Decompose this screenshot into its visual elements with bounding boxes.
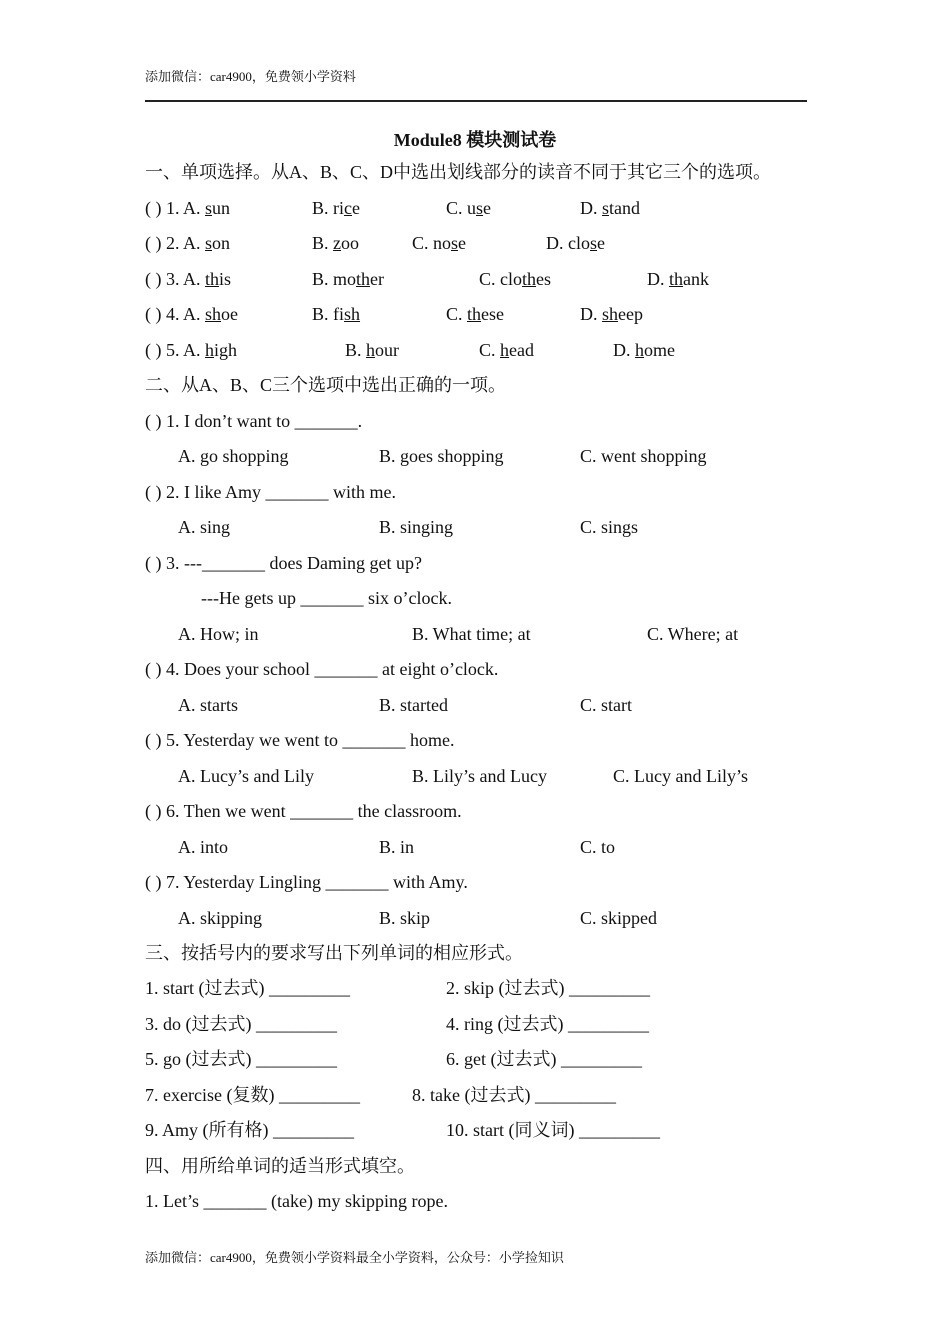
s2-q3-option-c: C. Where; at <box>647 624 739 644</box>
s2-q4-stem: ( ) 4. Does your school _______ at eight o’clock. <box>145 659 499 679</box>
s3-item: 1. start (过去式) _________ <box>145 978 350 998</box>
s2-q7-option-b: B. skip <box>379 908 431 928</box>
s1-q2-option-b: B. zoo <box>312 233 360 253</box>
s2-q7-stem: ( ) 7. Yesterday Lingling _______ with Amy. <box>145 872 468 892</box>
s1-q4-option-a: ( ) 4. A. shoe <box>145 304 239 324</box>
s2-q5-stem: ( ) 5. Yesterday we went to _______ home. <box>145 730 455 750</box>
s1-q1-option-a: ( ) 1. A. sun <box>145 198 231 218</box>
s2-q4-option-a: A. starts <box>178 695 238 715</box>
s2-q5-option-b: B. Lily’s and Lucy <box>412 766 547 786</box>
s1-q5-option-a: ( ) 5. A. high <box>145 340 238 360</box>
s1-q5-option-b: B. hour <box>345 340 400 360</box>
s2-q5-option-a: A. Lucy’s and Lily <box>178 766 314 786</box>
s2-q2-stem: ( ) 2. I like Amy _______ with me. <box>145 482 396 502</box>
page-header: 添加微信：car4900，免费领小学资料 <box>145 69 356 84</box>
s1-q3-option-c: C. clothes <box>479 269 552 289</box>
header-divider <box>145 100 807 102</box>
s2-q3-option-b: B. What time; at <box>412 624 531 644</box>
s2-q6-option-c: C. to <box>580 837 616 857</box>
section-1-heading: 一、单项选择。从A、B、C、D中选出划线部分的读音不同于其它三个的选项。 <box>145 162 772 182</box>
s2-q6-stem: ( ) 6. Then we went _______ the classroom. <box>145 801 462 821</box>
s2-q3-stem: ( ) 3. ---_______ does Daming get up? <box>145 553 422 573</box>
s2-q1-option-a: A. go shopping <box>178 446 289 466</box>
s1-q5-option-c: C. head <box>479 340 534 360</box>
section-3-heading: 三、按括号内的要求写出下列单词的相应形式。 <box>145 943 523 963</box>
s2-q7-option-c: C. skipped <box>580 908 658 928</box>
s3-item: 10. start (同义词) _________ <box>446 1120 660 1140</box>
s2-q4-option-b: B. started <box>379 695 448 715</box>
s1-q2-option-a: ( ) 2. A. son <box>145 233 231 253</box>
s2-q5-option-c: C. Lucy and Lily’s <box>613 766 748 786</box>
s3-item: 7. exercise (复数) _________ <box>145 1085 360 1105</box>
s3-item: 4. ring (过去式) _________ <box>446 1014 649 1034</box>
s2-q2-option-b: B. singing <box>379 517 454 537</box>
s1-q1-option-b: B. rice <box>312 198 361 218</box>
s1-q1-option-c: C. use <box>446 198 492 218</box>
s1-q4-option-c: C. these <box>446 304 505 324</box>
s3-item: 9. Amy (所有格) _________ <box>145 1120 354 1140</box>
s1-q1-option-d: D. stand <box>580 198 641 218</box>
s1-q3-option-d: D. thank <box>647 269 710 289</box>
s1-q5-option-d: D. home <box>613 340 675 360</box>
s1-q3-option-a: ( ) 3. A. this <box>145 269 232 289</box>
page-footer: 添加微信：car4900，免费领小学资料最全小学资料，公众号：小学捡知识 <box>145 1250 564 1265</box>
s3-item: 8. take (过去式) _________ <box>412 1085 616 1105</box>
s1-q4-option-d: D. sheep <box>580 304 643 324</box>
s3-item: 6. get (过去式) _________ <box>446 1049 642 1069</box>
s2-q6-option-a: A. into <box>178 837 229 857</box>
section-2-heading: 二、从A、B、C三个选项中选出正确的一项。 <box>145 375 507 395</box>
s2-q1-option-c: C. went shopping <box>580 446 707 466</box>
s2-q1-stem: ( ) 1. I don’t want to _______. <box>145 411 363 431</box>
s3-item: 5. go (过去式) _________ <box>145 1049 337 1069</box>
s3-item: 3. do (过去式) _________ <box>145 1014 337 1034</box>
s2-q2-option-a: A. sing <box>178 517 231 537</box>
s1-q2-option-c: C. nose <box>412 233 467 253</box>
s3-item: 2. skip (过去式) _________ <box>446 978 650 998</box>
s2-q2-option-c: C. sings <box>580 517 639 537</box>
s2-q3-stem-answer: ---He gets up _______ six o’clock. <box>201 588 452 608</box>
page-title: Module8 模块测试卷 <box>393 130 557 150</box>
s2-q7-option-a: A. skipping <box>178 908 263 928</box>
s4-q1: 1. Let’s _______ (take) my skipping rope. <box>145 1191 448 1211</box>
s1-q4-option-b: B. fish <box>312 304 361 324</box>
s2-q3-option-a: A. How; in <box>178 624 259 644</box>
section-4-heading: 四、用所给单词的适当形式填空。 <box>145 1156 415 1176</box>
s2-q4-option-c: C. start <box>580 695 632 715</box>
s1-q2-option-d: D. close <box>546 233 606 253</box>
s2-q6-option-b: B. in <box>379 837 415 857</box>
s2-q1-option-b: B. goes shopping <box>379 446 504 466</box>
s1-q3-option-b: B. mother <box>312 269 385 289</box>
